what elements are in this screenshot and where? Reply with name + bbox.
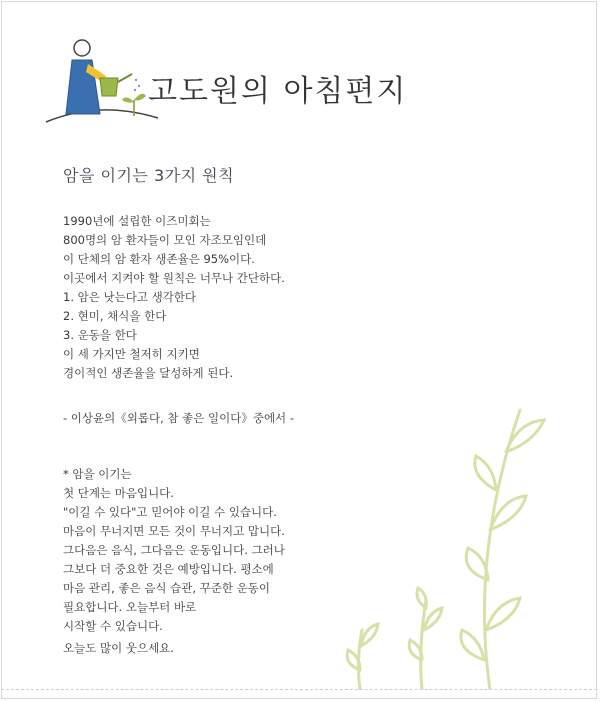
watering-can	[100, 78, 118, 96]
article-body	[63, 212, 443, 383]
comment-line: "이길 수 있다"고 믿어야 이길 수 있습니다.	[63, 505, 277, 519]
comment-line: 마음이 무너지면 모든 것이 무너지고 맙니다.	[63, 524, 285, 538]
comment-line: 필요합니다. 오늘부터 바로	[63, 600, 197, 614]
comment-line: 시작할 수 있습니다.	[63, 619, 163, 633]
body-line: 1990년에 설립한 이즈미회는	[63, 214, 211, 228]
body-line: 이 세 가지만 철저히 지키면	[63, 347, 200, 361]
comment-line: 마음 관리, 좋은 음식 습관, 꾸준한 운동이	[63, 581, 270, 595]
body-line: 1. 암은 낫는다고 생각한다	[63, 290, 197, 304]
ground-curve	[46, 110, 158, 122]
bottom-divider	[1, 689, 597, 690]
body-line: 이 단체의 암 환자 생존율은 95%이다.	[63, 252, 255, 266]
figure-head	[74, 40, 90, 56]
body-line: 이곳에서 지켜야 할 원칙은 너무나 간단하다.	[63, 271, 285, 285]
tall-stem	[484, 410, 520, 690]
article-title: 암을 이기는 3가지 원칙	[63, 166, 235, 185]
source-citation: - 이상윤의《외롭다, 참 좋은 일이다》중에서 -	[63, 411, 294, 425]
logo-title: 고도원의 아침편지	[148, 74, 408, 109]
body-line: 경이적인 생존율을 달성하게 된다.	[63, 366, 234, 380]
body-line: 3. 운동을 한다	[63, 328, 137, 342]
comment-line: 그다음은 음식, 그다음은 운동입니다. 그러나	[63, 543, 285, 557]
closing-line: 오늘도 많이 웃으세요.	[63, 641, 174, 655]
body-line: 800명의 암 환자들이 모인 자조모임인데	[63, 233, 267, 247]
comment-line: * 암을 이기는	[63, 467, 132, 481]
comment-line: 그보다 더 중요한 것은 예방입니다. 평소에	[63, 562, 274, 576]
body-line: 2. 현미, 채식을 한다	[63, 309, 167, 323]
comment-line: 첫 단계는 마음입니다.	[63, 486, 174, 500]
comment-body	[63, 465, 443, 636]
figure-body	[66, 60, 100, 114]
